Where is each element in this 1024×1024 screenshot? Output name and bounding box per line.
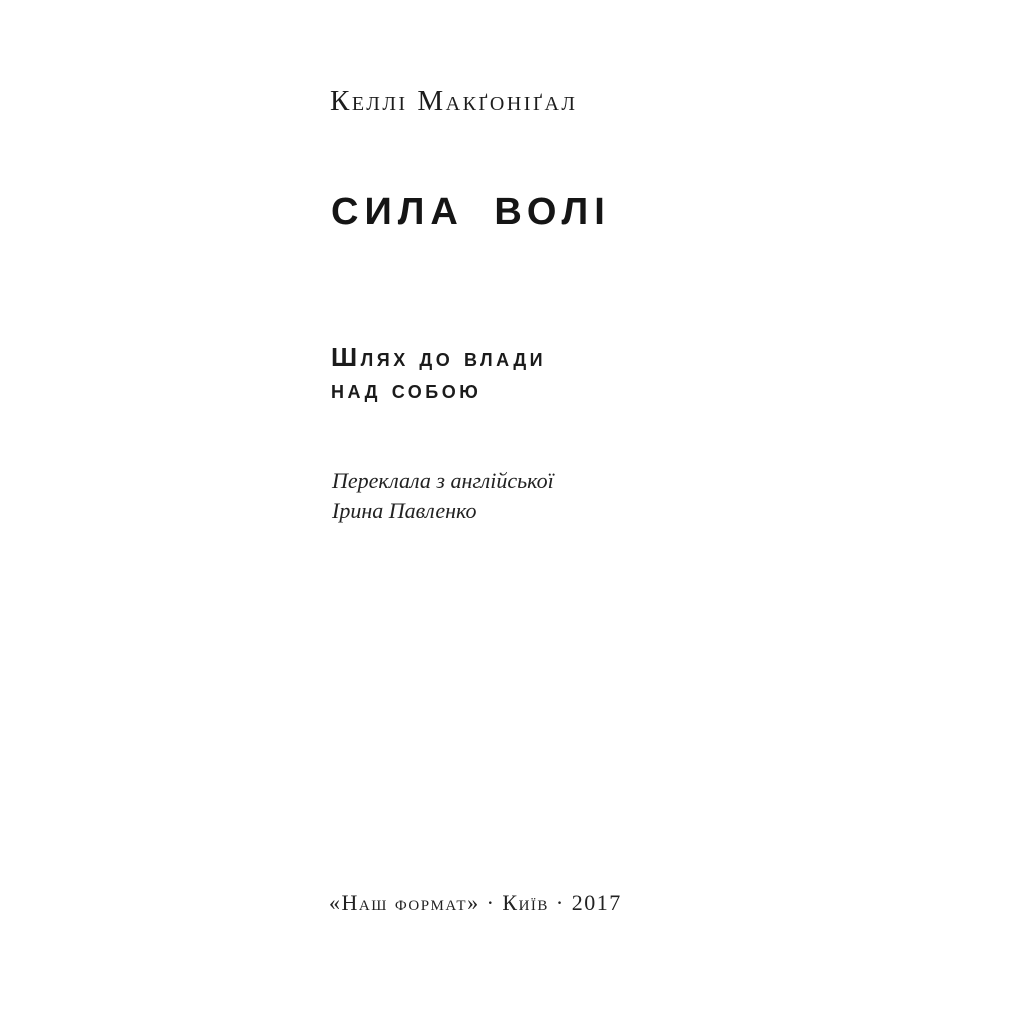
author-name: Келлі Макґоніґал xyxy=(330,85,578,117)
imprint-line: «Наш формат» · Київ · 2017 xyxy=(329,890,622,915)
book-subtitle xyxy=(331,341,546,405)
subtitle-line-2: над собою xyxy=(331,374,482,404)
book-title: СИЛА ВОЛІ xyxy=(331,191,611,233)
translator-credit xyxy=(332,466,554,526)
subtitle-line-1: Шлях до влади xyxy=(331,342,547,372)
translator-line-1: Переклала з англійської xyxy=(332,468,554,493)
translator-line-2: Ірина Павленко xyxy=(332,498,477,523)
